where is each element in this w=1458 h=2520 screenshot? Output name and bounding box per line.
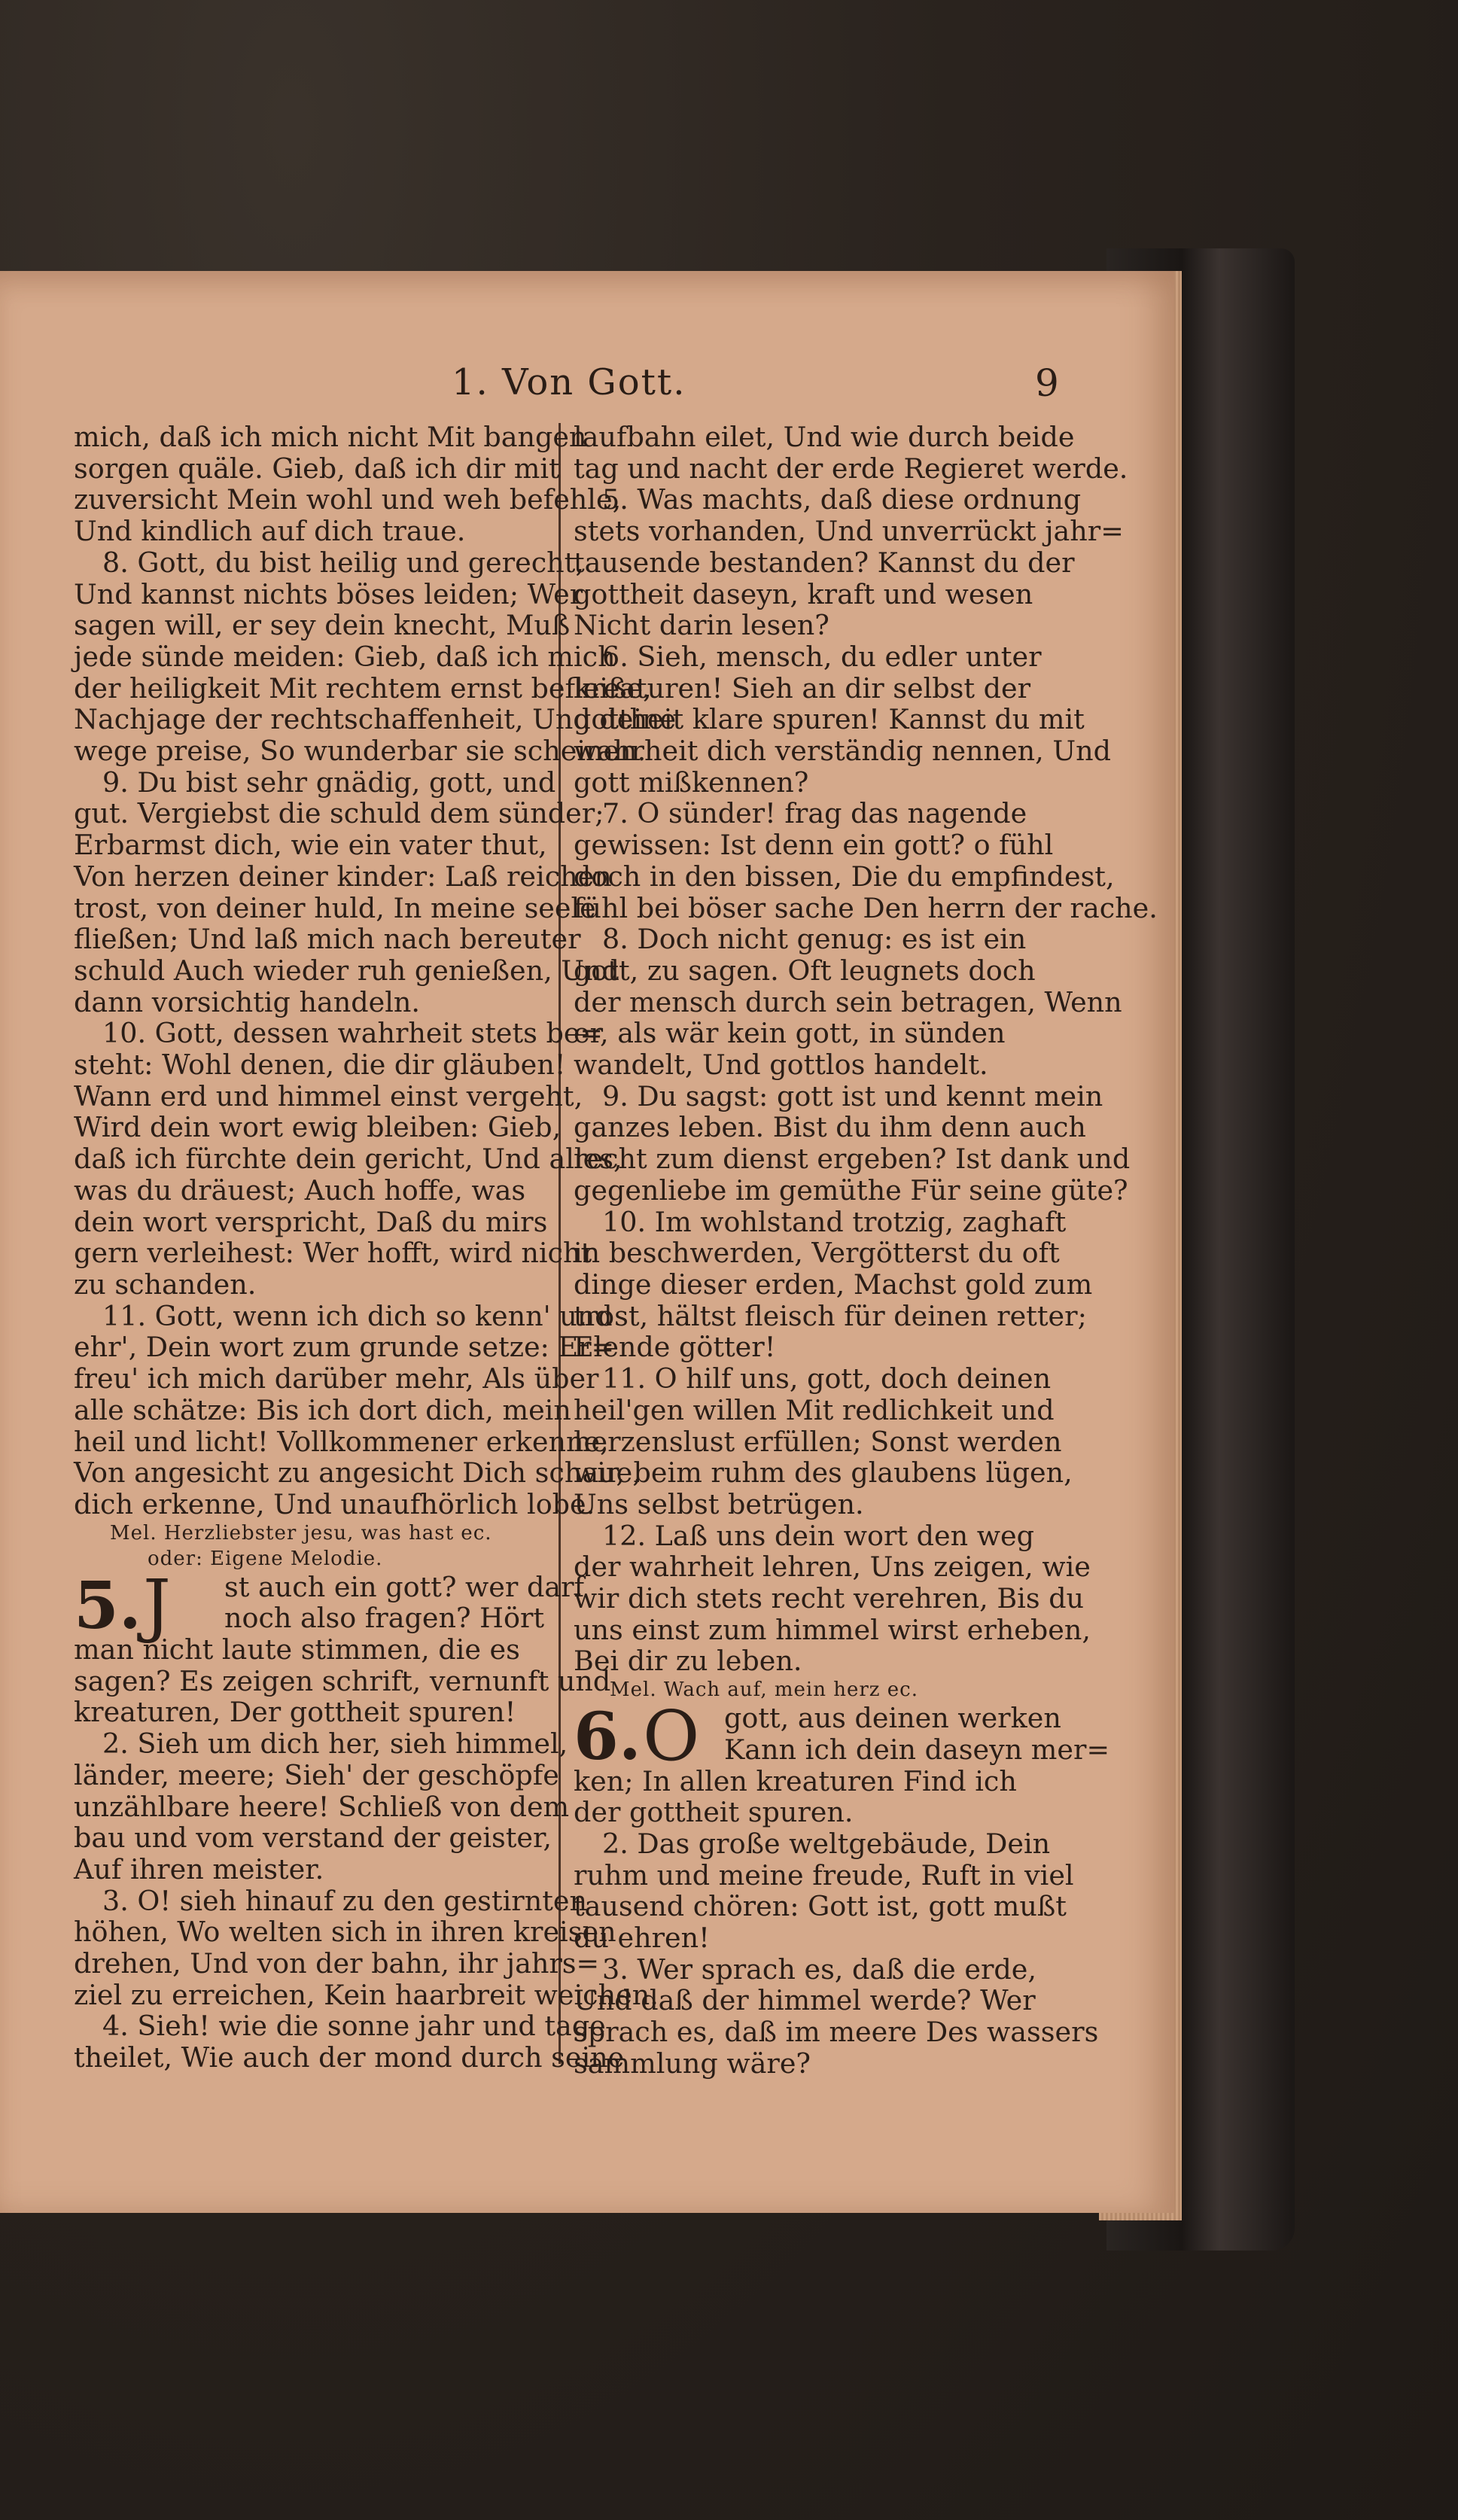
text-line: Wann erd und himmel einst vergeht,	[74, 1079, 583, 1112]
text-line: in beschwerden, Vergötterst du oft	[574, 1237, 1060, 1270]
text-line: jede sünde meiden: Gieb, daß ich mich	[74, 640, 616, 673]
text-line: dein wort verspricht, Daß du mirs	[74, 1205, 548, 1238]
text-line: doch in den bissen, Die du empfindest,	[574, 860, 1115, 893]
text-line: Wird dein wort ewig bleiben: Gieb,	[74, 1111, 562, 1144]
verse-start: 7. O sünder! frag das nagende	[602, 797, 1027, 830]
verse-start: 10. Im wohlstand trotzig, zaghaft	[602, 1205, 1067, 1238]
verse-start: 4. Sieh! wie die sonne jahr und tage	[102, 2010, 606, 2043]
hymn-number: 5.	[74, 1567, 142, 1644]
hymn-6-opening	[574, 1696, 1110, 1777]
text-line: st auch ein gott? wer darf	[224, 1570, 585, 1603]
text-line: kreaturen! Sieh an dir selbst der	[574, 671, 1031, 705]
verse-start: 2. Das große weltgebäude, Dein	[602, 1827, 1051, 1860]
text-line: sammlung wäre?	[574, 2047, 811, 2080]
text-line: kreaturen, Der gottheit spuren!	[74, 1696, 516, 1729]
text-line: ganzes leben. Bist du ihm denn auch	[574, 1111, 1086, 1144]
text-line: gewissen: Ist denn ein gott? o fühl	[574, 829, 1054, 862]
text-line: freu' ich mich darüber mehr, Als über	[74, 1362, 599, 1395]
text-line: recht zum dienst ergeben? Ist dank und	[574, 1143, 1131, 1176]
verse-start: 8. Doch nicht genug: es ist ein	[602, 923, 1027, 956]
verse-start: 3. O! sieh hinauf zu den gestirnten	[102, 1884, 587, 1917]
text-line: länder, meere; Sieh' der geschöpfe	[74, 1758, 559, 1791]
text-line: ruhm und meine freude, Ruft in viel	[574, 1858, 1074, 1892]
text-line: theilet, Wie auch der mond durch seine	[74, 2041, 625, 2074]
text-line: Nicht darin lesen?	[574, 609, 829, 642]
text-line: stets vorhanden, Und unverrückt jahr=	[574, 515, 1124, 548]
melody-note-alt: oder: Eigene Melodie.	[148, 1547, 383, 1570]
text-line: gegenliebe im gemüthe Für seine güte?	[574, 1173, 1128, 1207]
text-line: Und kindlich auf dich traue.	[74, 515, 466, 548]
text-line: dann vorsichtig handeln.	[74, 985, 420, 1018]
text-line: gott, aus deinen werken	[724, 1702, 1061, 1735]
text-line: dich erkenne, Und unaufhörlich lobe.	[74, 1487, 595, 1520]
verse-start: 12. Laß uns dein wort den weg	[602, 1519, 1034, 1552]
text-line: Von angesicht zu angesicht Dich schaue,	[74, 1456, 641, 1490]
text-line: fühl bei böser sache Den herrn der rache.	[574, 891, 1158, 924]
text-line: wahrheit dich verständig nennen, Und	[574, 735, 1112, 768]
text-line: zu schanden.	[74, 1268, 257, 1301]
page-number: 9	[1035, 361, 1059, 405]
text-line: uns einst zum himmel wirst erheben,	[574, 1613, 1091, 1646]
text-line: trost, von deiner huld, In meine seele	[74, 891, 596, 924]
melody-note: Mel. Wach auf, mein herz ec.	[610, 1678, 918, 1702]
text-line: heil'gen willen Mit redlichkeit und	[574, 1393, 1055, 1426]
text-line: gott, zu sagen. Oft leugnets doch	[574, 954, 1036, 987]
text-line: Kann ich dein daseyn mer=	[724, 1733, 1110, 1766]
text-line: sprach es, daß im meere Des wassers	[574, 2016, 1099, 2049]
text-line: er, als wär kein gott, in sünden	[574, 1017, 1006, 1050]
verse-start: 6. Sieh, mensch, du edler unter	[602, 640, 1042, 673]
text-line: der heiligkeit Mit rechtem ernst befleiße,	[74, 671, 652, 705]
text-line: der gottheit spuren.	[574, 1796, 854, 1829]
text-line: ken; In allen kreaturen Find ich	[574, 1764, 1017, 1797]
text-line: wir, beim ruhm des glaubens lügen,	[574, 1456, 1073, 1490]
text-line: drehen, Und von der bahn, ihr jahrs=	[74, 1947, 600, 1980]
text-line: höhen, Wo welten sich in ihren kreisen	[74, 1916, 616, 1949]
running-head	[0, 361, 1174, 406]
verse-start: 9. Du sagst: gott ist und kennt mein	[602, 1079, 1103, 1112]
text-line: herzenslust erfüllen; Sonst werden	[574, 1425, 1062, 1458]
verse-start: 3. Wer sprach es, daß die erde,	[602, 1952, 1036, 1986]
text-line: alle schätze: Bis ich dort dich, mein	[74, 1393, 571, 1426]
verse-start: 8. Gott, du bist heilig und gerecht,	[102, 546, 584, 579]
text-line: schuld Auch wieder ruh genießen, Und	[74, 954, 619, 987]
verse-start: 11. Gott, wenn ich dich so kenn' und	[102, 1299, 613, 1332]
text-line: wandelt, Und gottlos handelt.	[574, 1048, 988, 1082]
text-line: gott mißkennen?	[574, 765, 809, 799]
text-line: gottheit klare spuren! Kannst du mit	[574, 703, 1085, 736]
verse-start: 5. Was machts, daß diese ordnung	[602, 483, 1082, 516]
text-line: tausend chören: Gott ist, gott mußt	[574, 1890, 1067, 1923]
text-line: der mensch durch sein betragen, Wenn	[574, 985, 1122, 1018]
text-line: Und kannst nichts böses leiden; Wer	[74, 577, 583, 610]
verse-start: 2. Sieh um dich her, sieh himmel,	[102, 1727, 568, 1761]
text-line: Von herzen deiner kinder: Laß reichen	[74, 860, 612, 893]
text-line: der wahrheit lehren, Uns zeigen, wie	[574, 1551, 1091, 1584]
verse-start: 11. O hilf uns, gott, doch deinen	[602, 1362, 1052, 1395]
text-line: Nachjage der rechtschaffenheit, Und deine	[74, 703, 677, 736]
melody-note: Mel. Herzliebster jesu, was hast ec.	[110, 1521, 492, 1545]
book-page	[0, 271, 1174, 2213]
text-line: Erbarmst dich, wie ein vater thut,	[74, 829, 547, 862]
verse-start: 9. Du bist sehr gnädig, gott, und	[102, 765, 556, 799]
hymn-5-opening	[74, 1564, 585, 1645]
text-line: bau und vom verstand der geister,	[74, 1822, 552, 1855]
text-line: heil und licht! Vollkommener erkenne,	[74, 1425, 609, 1458]
text-line: trost, hältst fleisch für deinen retter;	[574, 1299, 1087, 1332]
text-line: sorgen quäle. Gieb, daß ich dir mit	[74, 452, 560, 485]
drop-cap: O	[643, 1696, 700, 1777]
text-line: ehr', Dein wort zum grunde setze: Er=	[74, 1331, 615, 1364]
text-line: Elende götter!	[574, 1331, 776, 1364]
text-line: noch also fragen? Hört	[224, 1602, 545, 1635]
text-line: sagen will, er sey dein knecht, Muß	[74, 609, 571, 642]
text-line: dinge dieser erden, Machst gold zum	[574, 1268, 1093, 1301]
drop-cap: J	[143, 1564, 171, 1645]
right-column	[574, 421, 1158, 2080]
text-line: steht: Wohl denen, die dir gläuben!	[74, 1048, 566, 1082]
text-line: wir dich stets recht verehren, Bis du	[574, 1582, 1085, 1615]
text-line: du ehren!	[574, 1922, 710, 1955]
text-line: laufbahn eilet, Und wie durch beide	[574, 421, 1075, 453]
text-line: Auf ihren meister.	[74, 1852, 324, 1885]
text-line: daß ich fürchte dein gericht, Und alles,	[74, 1143, 622, 1176]
text-line: gottheit daseyn, kraft und wesen	[574, 577, 1033, 610]
text-line: mich, daß ich mich nicht Mit bangen	[74, 421, 587, 453]
text-line: zuversicht Mein wohl und weh befehle,	[74, 483, 622, 516]
text-line: gut. Vergiebst die schuld dem sünder;	[74, 797, 604, 830]
text-line: tag und nacht der erde Regieret werde.	[574, 452, 1128, 485]
verse-start: 10. Gott, dessen wahrheit stets be=	[102, 1017, 604, 1050]
text-line: unzählbare heere! Schließ von dem	[74, 1790, 570, 1823]
text-line: gern verleihest: Wer hofft, wird nicht	[74, 1237, 592, 1270]
chapter-title: 1. Von Gott.	[452, 361, 686, 403]
text-line: was du dräuest; Auch hoffe, was	[74, 1173, 526, 1207]
text-line: Und daß der himmel werde? Wer	[574, 1984, 1036, 2017]
text-line: man nicht laute stimmen, die es	[74, 1633, 520, 1666]
text-line: sagen? Es zeigen schrift, vernunft und	[74, 1664, 611, 1697]
text-line: tausende bestanden? Kannst du der	[574, 546, 1075, 579]
text-line: Uns selbst betrügen.	[574, 1487, 864, 1520]
hymn-number: 6.	[574, 1699, 641, 1776]
text-line: Bei dir zu leben.	[574, 1645, 802, 1678]
text-line: fließen; Und laß mich nach bereuter	[74, 923, 581, 956]
text-line: wege preise, So wunderbar sie scheinen.	[74, 735, 647, 768]
text-line: ziel zu erreichen, Kein haarbreit weichen.	[74, 1978, 659, 2011]
